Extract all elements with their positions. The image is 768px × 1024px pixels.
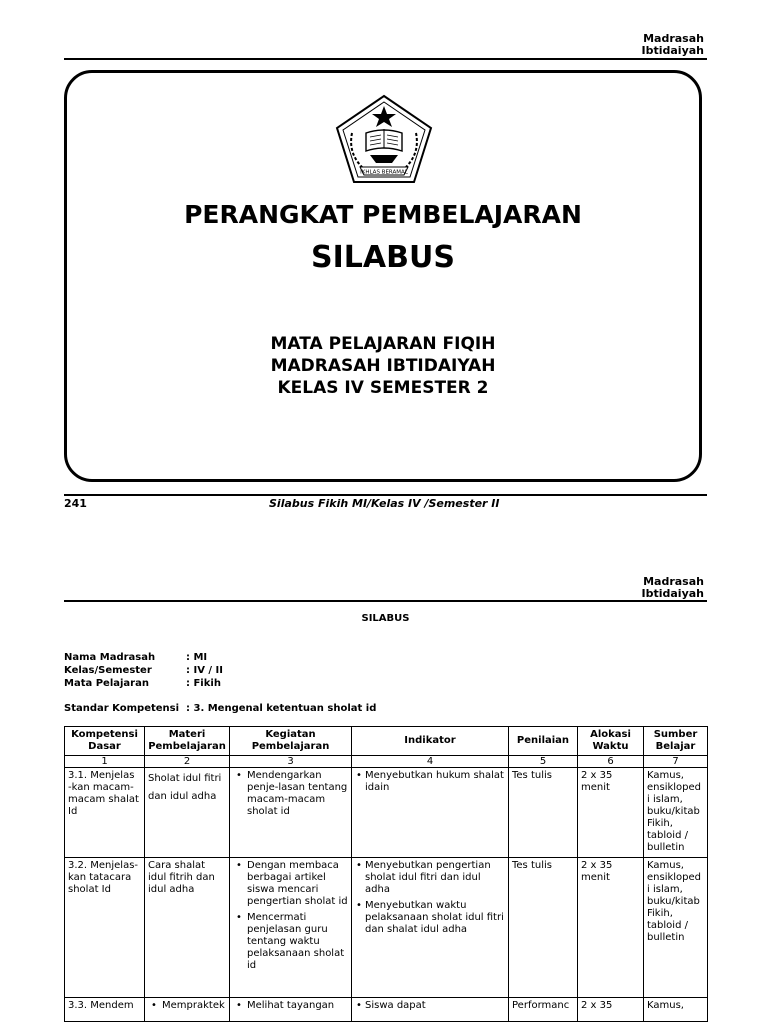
info-block (64, 651, 707, 691)
info-label: Nama Madrasah (64, 652, 156, 663)
cell-kegiatan (230, 768, 352, 858)
header-line: Ibtidaiyah (641, 587, 704, 600)
cell-kompetensi: 3.2. Menjelas-kan tatacara sholat Id (65, 858, 145, 998)
header-rule (64, 58, 707, 60)
column-header: Kompetensi Dasar (65, 727, 145, 756)
column-header: Materi Pembelajaran (145, 727, 230, 756)
cell-alokasi: 2 x 35 menit (578, 768, 644, 858)
list-item: • Mencermati penjelasan guru tentang waktu pelaksanaan sholat id (233, 912, 348, 972)
cell-penilaian: Performanc (509, 998, 578, 1022)
list-item: • Menyebutkan waktu pelaksanaan sholat idul fitri dan shalat idul adha (355, 900, 505, 936)
column-number: 3 (230, 756, 352, 768)
cell-sumber: Kamus, ensikloped i islam, buku/kitab Fikih, tabloid / bulletin (644, 768, 708, 858)
cover-line: MADRASAH IBTIDAIYAH (270, 356, 496, 376)
column-number: 7 (644, 756, 708, 768)
column-header: Indikator (352, 727, 509, 756)
list-item: • Menyebutkan pengertian sholat idul fitri dan idul adha (355, 860, 505, 896)
standar-value: : 3. Mengenal ketentuan sholat id (186, 703, 377, 714)
silabus-table (64, 726, 708, 1022)
info-value: : Fikih (186, 678, 221, 689)
column-number: 4 (352, 756, 509, 768)
column-number: 1 (65, 756, 145, 768)
column-header: Sumber Belajar (644, 727, 708, 756)
cover-line: KELAS IV SEMESTER 2 (277, 378, 489, 398)
list-item: • Melihat tayangan (233, 1000, 348, 1012)
cell-kompetensi: 3.1. Menjelas -kan macam-macam shalat Id (65, 768, 145, 858)
header-rule (64, 600, 707, 602)
column-number-row (65, 756, 708, 768)
column-number: 2 (145, 756, 230, 768)
cell-kompetensi: 3.3. Mendem (65, 998, 145, 1022)
cell-sumber: Kamus, (644, 998, 708, 1022)
column-number: 6 (578, 756, 644, 768)
info-label: Mata Pelajaran (64, 678, 149, 689)
cell-penilaian: Tes tulis (509, 858, 578, 998)
table-header-row (65, 727, 708, 756)
cell-alokasi: 2 x 35 menit (578, 858, 644, 998)
list-item: • Mempraktek (148, 1000, 226, 1012)
cover-line: MATA PELAJARAN FIQIH (270, 334, 496, 354)
table-row (65, 998, 708, 1022)
table-row (65, 858, 708, 998)
page2-header (642, 576, 705, 600)
cell-sumber: Kamus, ensikloped i islam, buku/kitab Fikih, tabloid / bulletin (644, 858, 708, 998)
header-line: Ibtidaiyah (641, 44, 704, 57)
column-header: Kegiatan Pembelajaran (230, 727, 352, 756)
list-item: • Menyebutkan hukum shalat idain (355, 770, 505, 794)
header-line: Madrasah (643, 32, 704, 45)
list-item: • Siswa dapat (355, 1000, 505, 1012)
cell-alokasi: 2 x 35 (578, 998, 644, 1022)
document-title: SILABUS (361, 613, 410, 624)
column-number: 5 (509, 756, 578, 768)
cell-penilaian: Tes tulis (509, 768, 578, 858)
column-header: Alokasi Waktu (578, 727, 644, 756)
cell-indikator (352, 858, 509, 998)
standar-label: Standar Kompetensi (64, 703, 180, 714)
cell-indikator (352, 998, 509, 1022)
cover-subtitle: SILABUS (311, 240, 455, 275)
standar-kompetensi (64, 702, 707, 716)
footer-page-number: 241 (64, 497, 87, 510)
info-label: Kelas/Semester (64, 665, 152, 676)
kemenag-logo-icon (334, 93, 434, 185)
list-item: • Dengan membaca berbagai artikel siswa mencari pengertian sholat id (233, 860, 348, 908)
info-value: : MI (186, 652, 208, 663)
column-header: Penilaian (509, 727, 578, 756)
info-value: : IV / II (186, 665, 223, 676)
svg-text:IKHLAS BERAMAL: IKHLAS BERAMAL (360, 169, 408, 176)
cell-materi (145, 998, 230, 1022)
cell-indikator (352, 768, 509, 858)
cover-title: PERANGKAT PEMBELAJARAN (184, 200, 582, 229)
cell-materi: Sholat idul fitri dan idul adha (145, 768, 230, 858)
cell-kegiatan (230, 858, 352, 998)
list-item: • Mendengarkan penje-lasan tentang macam-macam sholat id (233, 770, 348, 818)
footer-text: Silabus Fikih MI/Kelas IV /Semester II (269, 497, 500, 510)
cell-materi: Cara shalat idul fitrih dan idul adha (145, 858, 230, 998)
cell-kegiatan (230, 998, 352, 1022)
page1-header (642, 33, 705, 57)
header-line: Madrasah (643, 575, 704, 588)
table-row (65, 768, 708, 858)
footer-rule (64, 494, 707, 496)
